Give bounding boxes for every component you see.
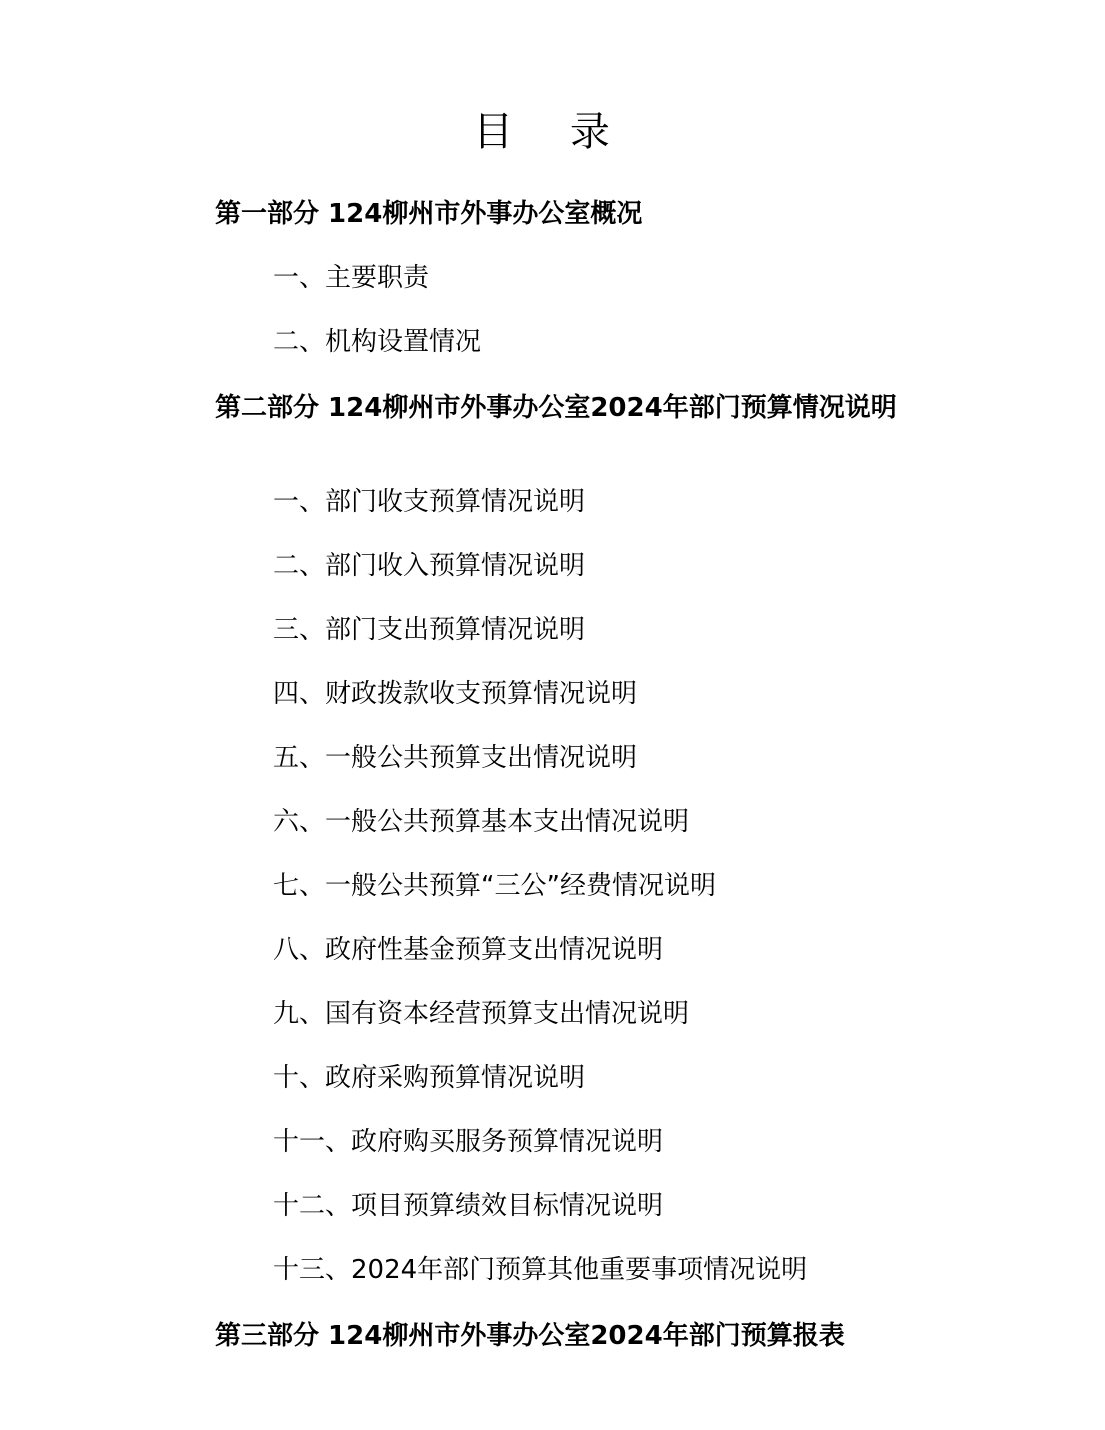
toc-item[interactable]: 六、一般公共预算基本支出情况说明 xyxy=(273,807,690,837)
toc-part-3[interactable]: 第三部分 124柳州市外事办公室2024年部门预算报表 xyxy=(215,1321,845,1351)
toc-item[interactable]: 七、一般公共预算“三公”经费情况说明 xyxy=(273,871,716,901)
toc-title: 目 录 xyxy=(473,109,632,155)
toc-item[interactable]: 九、国有资本经营预算支出情况说明 xyxy=(273,999,690,1029)
toc-item[interactable]: 十三、2024年部门预算其他重要事项情况说明 xyxy=(273,1255,808,1285)
toc-item[interactable]: 一、主要职责 xyxy=(273,263,430,293)
toc-item[interactable]: 八、政府性基金预算支出情况说明 xyxy=(273,935,664,965)
toc-item[interactable]: 一、部门收支预算情况说明 xyxy=(273,487,586,517)
toc-item[interactable]: 十一、政府购买服务预算情况说明 xyxy=(273,1127,664,1157)
toc-item[interactable]: 四、财政拨款收支预算情况说明 xyxy=(273,679,638,709)
toc-item[interactable]: 三、部门支出预算情况说明 xyxy=(273,615,586,645)
toc-item[interactable]: 二、部门收入预算情况说明 xyxy=(273,551,586,581)
toc-part-2[interactable]: 第二部分 124柳州市外事办公室2024年部门预算情况说明 xyxy=(215,393,897,423)
toc-item[interactable]: 十、政府采购预算情况说明 xyxy=(273,1063,586,1093)
toc-item[interactable]: 十二、项目预算绩效目标情况说明 xyxy=(273,1191,664,1221)
toc-item[interactable]: 五、一般公共预算支出情况说明 xyxy=(273,743,638,773)
toc-part-1[interactable]: 第一部分 124柳州市外事办公室概况 xyxy=(215,199,643,229)
toc-item[interactable]: 二、机构设置情况 xyxy=(273,327,482,357)
